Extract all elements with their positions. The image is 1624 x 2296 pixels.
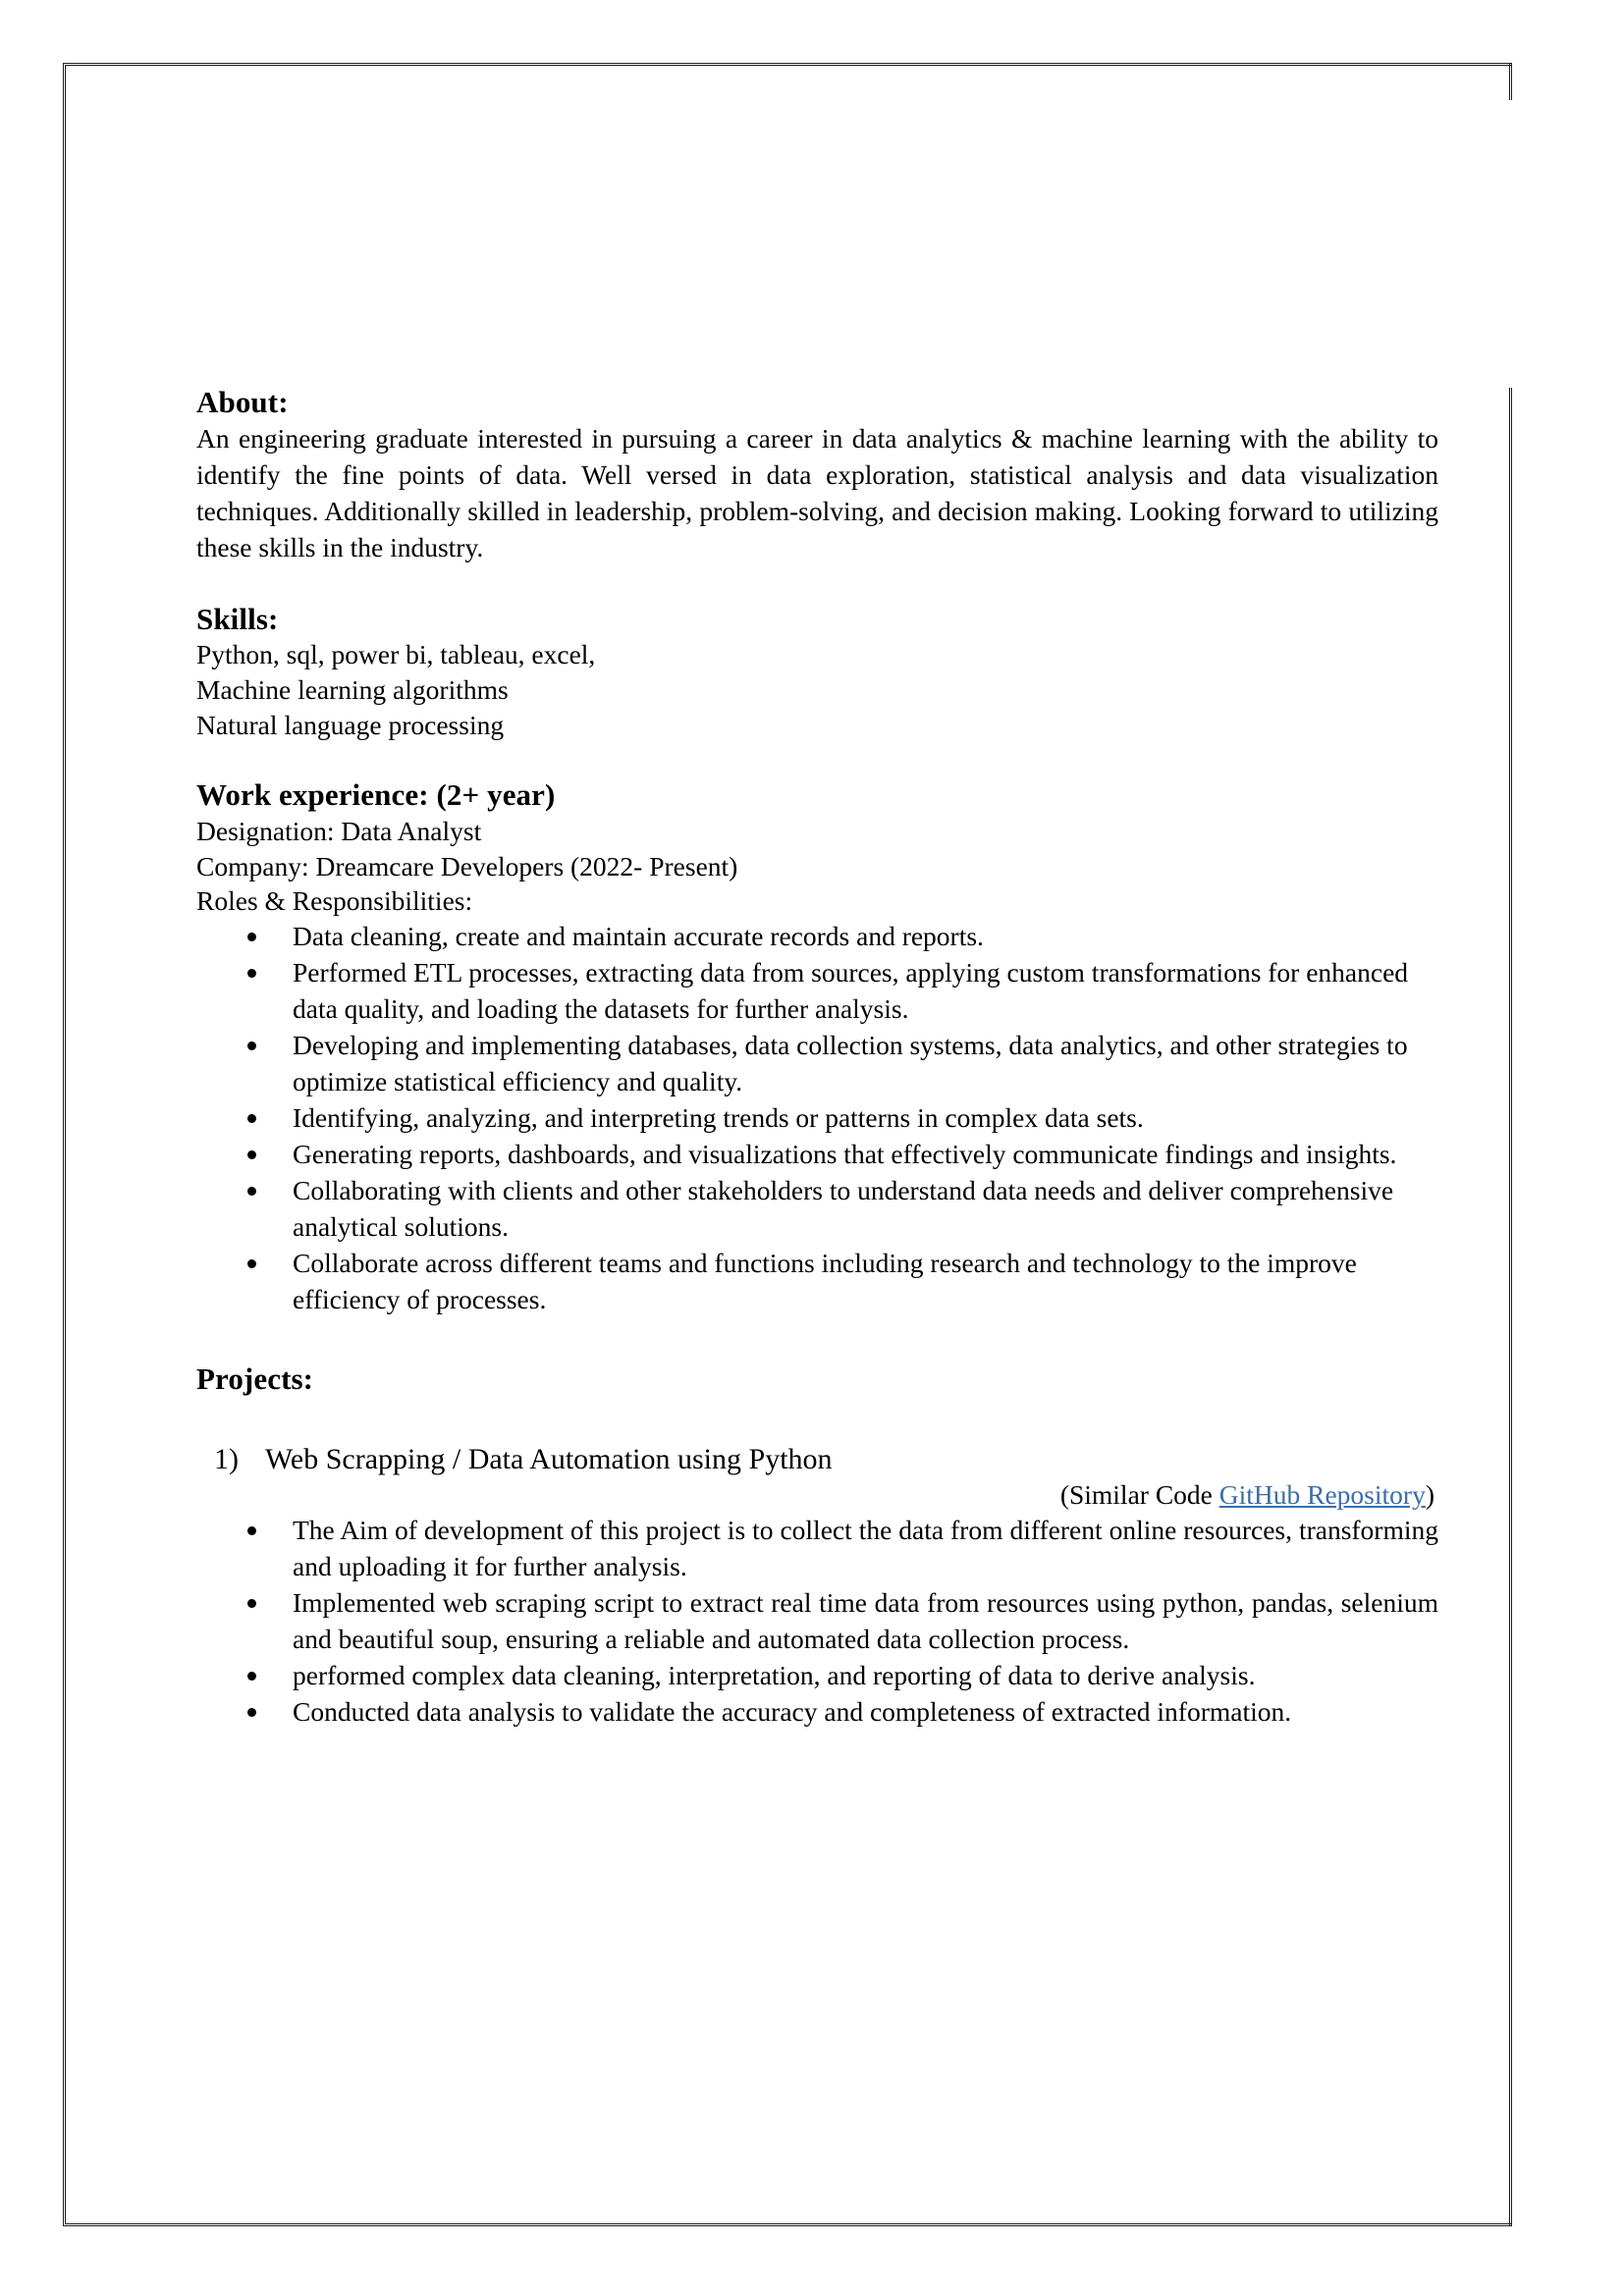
project-link-line [196,1477,1438,1513]
list-item [196,1137,1438,1173]
list-item [196,1585,1438,1658]
skills-heading: Skills: [196,601,279,636]
bullet-icon [247,969,256,978]
list-item-text: Data cleaning, create and maintain accurate records and reports. [293,921,984,952]
bullet-icon [247,1599,256,1608]
spacer [196,566,1438,602]
project-bullets-list [196,1513,1438,1731]
skills-line-2: Machine learning algorithms [196,673,509,705]
skills-line-1: Python, sql, power bi, tableau, excel, [196,639,596,670]
document-content [196,385,1438,1731]
project-number: 1) [214,1442,239,1475]
page-border-right-segment-top [1509,63,1512,100]
bullet-icon [247,1672,256,1681]
spacer [196,1398,1438,1441]
bullet-icon [247,1187,256,1196]
list-item [196,1100,1438,1137]
work-designation: Designation: Data Analyst [196,815,482,846]
list-item-text: Generating reports, dashboards, and visualizations that effectively communicate findings and insights. [293,1139,1397,1170]
list-item-text: Conducted data analysis to validate the accuracy and completeness of extracted information. [293,1695,1292,1727]
project-link-prefix: (Similar Code [1059,1479,1219,1511]
list-item [196,1513,1438,1585]
bullet-icon [247,1708,256,1717]
list-item [196,919,1438,955]
list-item-text: Developing and implementing databases, data collection systems, data analytics, and other strategies to optimize statistical efficiency and quality. [293,1030,1408,1097]
work-experience-heading: Work experience: (2+ year) [196,777,556,813]
spacer [196,1318,1438,1362]
work-responsibilities-list [196,919,1438,1318]
list-item-text: Collaborate across different teams and functions including research and technology to the improve efficiency of processes. [293,1248,1357,1315]
github-repository-link[interactable]: GitHub Repository [1218,1479,1426,1511]
bullet-icon [247,1259,256,1268]
bullet-icon [247,1114,256,1123]
list-item-text: Collaborating with clients and other stakeholders to understand data needs and deliver comprehensive analytical solutions. [293,1175,1394,1243]
list-item-text: Performed ETL processes, extracting data from sources, applying custom transformations for enhanced data quality, and loading the datasets for further analysis. [293,957,1409,1025]
work-company: Company: Dreamcare Developers (2022- Present) [196,850,738,881]
project-title: Web Scrapping / Data Automation using Python [265,1442,833,1475]
about-heading: About: [196,385,289,419]
list-item [196,1694,1438,1731]
list-item-text: Identifying, analyzing, and interpreting trends or patterns in complex data sets. [293,1102,1144,1134]
bullet-icon [247,933,256,941]
bullet-icon [247,1041,256,1050]
list-item [196,1246,1438,1318]
bullet-icon [247,1150,256,1159]
project-title-row [196,1441,1438,1478]
list-item-text: Implemented web scraping script to extract real time data from resources using python, pandas, selenium and beautiful soup, ensuring a reliable and automated data collection process. [293,1586,1438,1654]
list-item [196,1173,1438,1246]
skills-line-3: Natural language processing [196,709,505,740]
list-item [196,955,1438,1028]
bullet-icon [247,1526,256,1535]
project-link-suffix: ) [1425,1479,1435,1511]
spacer [196,742,1438,777]
about-paragraph: An engineering graduate interested in pursuing a career in data analytics & machine learning with the ability to identify the fine points of data. Well versed in data exploration, statistical analysis and data visualization techniques. Additionally skilled in leadership, problem-solving, and decision making. Looking forward to utilizing these skills in the industry. [196,422,1438,562]
work-roles-label: Roles & Responsibilities: [196,885,473,917]
page-border-right-segment-bottom [1509,388,1512,2226]
list-item-text: The Aim of development of this project is to collect the data from different online resources, transforming and uploading it for further analysis. [293,1514,1438,1581]
list-item [196,1658,1438,1694]
list-item-text: performed complex data cleaning, interpretation, and reporting of data to derive analysis. [293,1659,1256,1690]
projects-heading: Projects: [196,1362,314,1396]
list-item [196,1028,1438,1100]
